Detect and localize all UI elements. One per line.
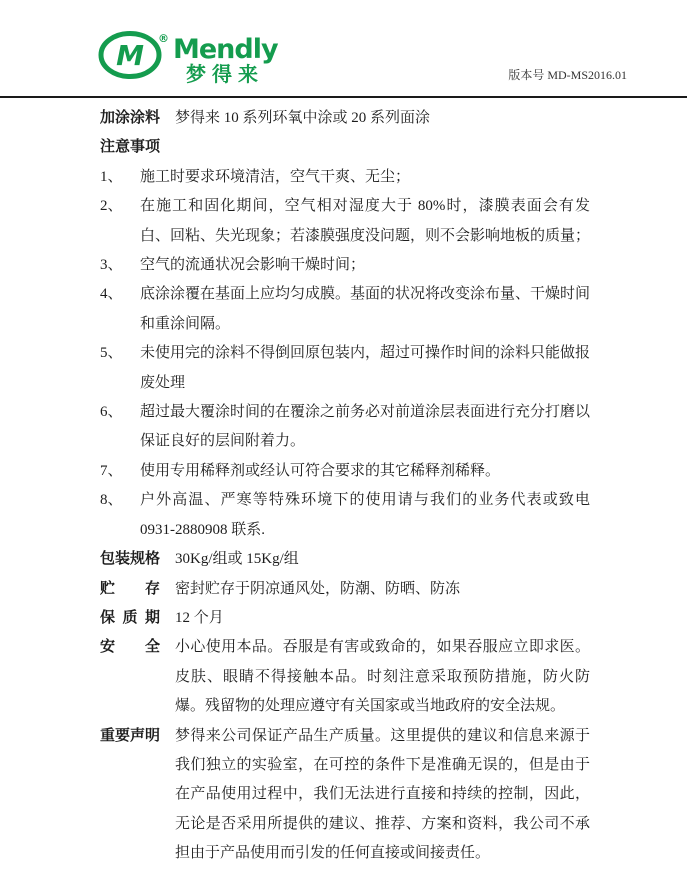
note-text: 空气的流通状况会影响干燥时间； [140, 257, 366, 274]
note-number: 3、 [100, 257, 123, 274]
recoat-row [100, 104, 590, 133]
document-body [100, 104, 590, 869]
recoat-value: 梦得来 10 系列环氧中涂或 20 系列面涂 [175, 110, 431, 126]
note-item-8 [100, 486, 590, 545]
spec-value: 12 个月 [175, 609, 224, 626]
note-text: 未使用完的涂料不得倒回原包装内，超过可操作时间的涂料只能做报废处理 [140, 345, 591, 391]
spec-value: 梦得来公司保证产品生产质量。这里提供的建议和信息来源于我们独立的实验室，在可控的条件下是准确无误的，但是由于在产品使用过程中，我们无法进行直接和持续的控制，因此，无论是否采用所提供的建议、推荐、方案和资料，我公司不承担由于产品使用而引发的任何直接或间接责任。 [175, 727, 590, 862]
spec-label: 保质期 [100, 609, 160, 626]
note-item-7 [100, 457, 590, 486]
note-item-5 [100, 339, 590, 398]
spec-label: 包装规格 [100, 551, 161, 568]
svg-text:M: M [116, 39, 144, 72]
note-text: 施工时要求环境清洁，空气干爽、无尘； [140, 168, 411, 185]
note-number: 7、 [100, 462, 123, 479]
note-item-2 [100, 192, 590, 251]
brand-name-english: Mendly [173, 34, 278, 65]
note-text: 户外高温、严寒等特殊环境下的使用请与我们的业务代表或致电 0931-2880908 联系. [140, 492, 590, 538]
note-number: 2、 [100, 198, 123, 215]
note-item-3 [100, 251, 590, 280]
note-text: 在施工和固化期间，空气相对湿度大于 80%时，漆膜表面会有发白、回粘、失光现象；若漆膜强度没问题，则不会影响地板的质量； [140, 198, 591, 244]
version-number: 版本号 MD-MS2016.01 [508, 68, 627, 82]
note-item-1 [100, 163, 590, 192]
spec-label: 贮存 [100, 580, 160, 597]
note-number: 5、 [100, 345, 123, 362]
mendly-logo-icon [98, 30, 162, 80]
header-divider [0, 96, 687, 98]
note-text: 超过最大覆涂时间的在覆涂之前务必对前道涂层表面进行充分打磨以保证良好的层间附着力。 [140, 404, 591, 450]
spec-value: 密封贮存于阴凉通风处，防潮、防晒、防冻 [175, 580, 461, 597]
brand-text [173, 36, 278, 85]
spec-value: 小心使用本品。吞服是有害或致命的，如果吞服应立即求医。皮肤、眼睛不得接触本品。时刻注意采取预防措施，防火防爆。残留物的处理应遵守有关国家或当地政府的安全法规。 [175, 639, 590, 715]
note-text: 使用专用稀释剂或经认可符合要求的其它稀释剂稀释。 [140, 462, 501, 479]
note-item-6 [100, 398, 590, 457]
brand-logo [98, 30, 278, 85]
brand-name-chinese: 梦得来 [186, 64, 264, 86]
page-header [0, 0, 687, 96]
notes-heading: 注意事项 [100, 139, 161, 156]
note-item-4 [100, 280, 590, 339]
spec-row-disclaimer [100, 722, 590, 869]
note-number: 4、 [100, 286, 123, 303]
registered-trademark-icon: ® [158, 32, 169, 45]
spec-row-packaging [100, 545, 590, 574]
note-number: 8、 [100, 492, 123, 509]
spec-label: 安全 [100, 639, 160, 656]
spec-value: 30Kg/组或 15Kg/组 [175, 551, 299, 568]
recoat-label: 加涂涂料 [100, 110, 161, 126]
spec-row-storage [100, 575, 590, 604]
note-number: 6、 [100, 404, 123, 421]
note-number: 1、 [100, 168, 123, 185]
spec-label: 重要声明 [100, 727, 161, 744]
spec-row-safety [100, 633, 590, 721]
note-text: 底涂涂覆在基面上应均匀成膜。基面的状况将改变涂布量、干燥时间和重涂间隔。 [140, 286, 591, 332]
spec-row-shelf-life [100, 604, 590, 633]
